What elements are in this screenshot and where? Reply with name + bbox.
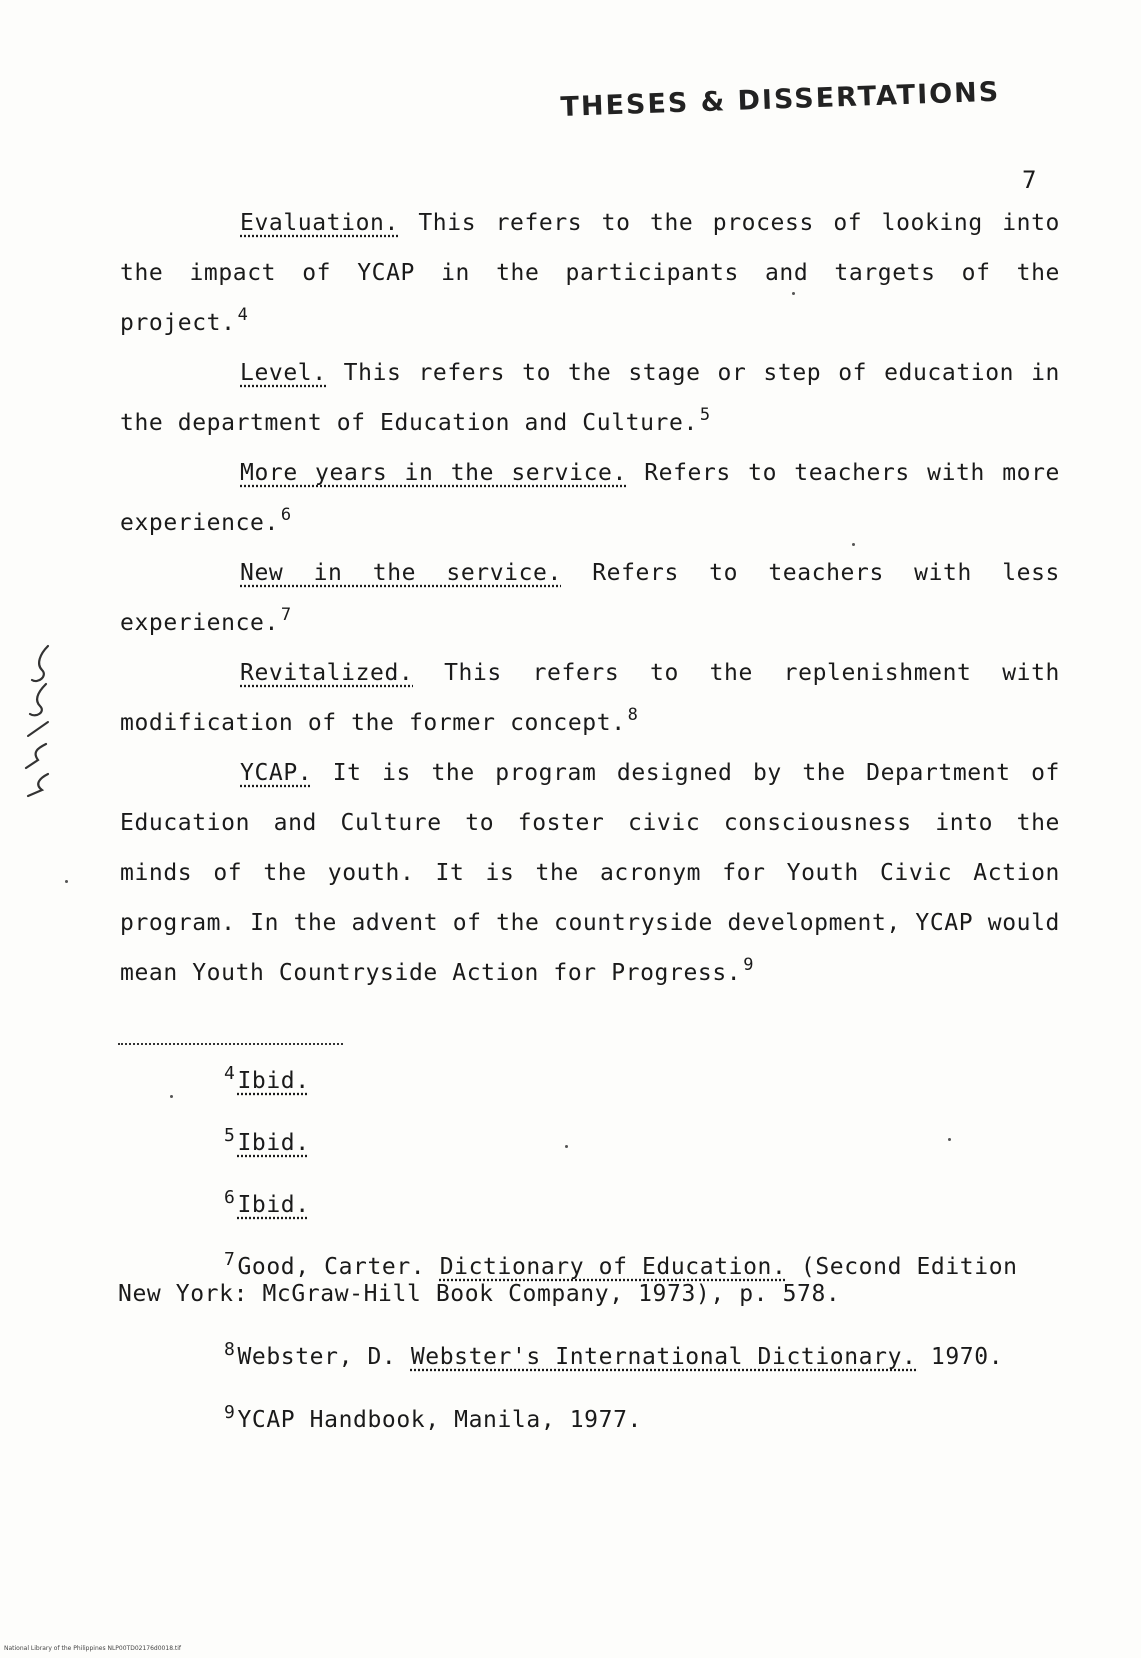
scan-speck xyxy=(852,543,855,546)
definition-paragraph xyxy=(120,198,1060,348)
footnote-title: Dictionary of Education. xyxy=(439,1254,787,1280)
footnote xyxy=(118,1339,1078,1371)
definition-term: New in the service. xyxy=(240,560,562,586)
footnote-number: 9 xyxy=(224,1402,236,1423)
footnote-author: Webster, D. xyxy=(237,1344,411,1370)
footnote-author: Good, Carter. xyxy=(237,1254,440,1280)
definition-term: Level. xyxy=(240,360,327,386)
definition-text: This refers to the stage or step of education in the department of Education and Culture. xyxy=(120,360,1060,436)
footnote-text: Ibid. xyxy=(237,1068,310,1094)
footnote xyxy=(118,1174,1078,1236)
definition-text: It is the program designed by the Department of Education and Culture to foster civic consciousness into the minds of the youth. It is the acronym for Youth Civic Action program. In the advent of the countryside development, YCAP would mean Youth Countryside Action for Progress. xyxy=(120,760,1060,986)
definition-paragraph xyxy=(120,348,1060,448)
definition-term: YCAP. xyxy=(240,760,313,786)
footnote-ref: 9 xyxy=(743,955,755,975)
handwritten-margin-note xyxy=(18,640,58,800)
footnote-number: 5 xyxy=(224,1125,236,1146)
footnote-text: Ibid. xyxy=(237,1192,310,1218)
footnote-ref: 7 xyxy=(280,605,292,625)
footnotes xyxy=(118,1050,1078,1434)
footnote xyxy=(118,1050,1078,1112)
footnote-ref: 4 xyxy=(237,305,249,325)
footnote-text: Ibid. xyxy=(237,1130,310,1156)
scan-speck xyxy=(65,880,68,883)
footnote-text: YCAP Handbook, Manila, 1977. xyxy=(237,1407,642,1433)
scan-speck xyxy=(170,1095,173,1098)
scan-speck xyxy=(792,292,795,295)
definition-paragraph xyxy=(120,448,1060,548)
definition-term: Revitalized. xyxy=(240,660,414,686)
footnote-number: 7 xyxy=(224,1249,236,1270)
definition-term: Evaluation. xyxy=(240,210,399,236)
footnote-continuation: New York: McGraw-Hill Book Company, 1973), p. 578. xyxy=(118,1281,841,1307)
definition-paragraph xyxy=(120,548,1060,648)
footnote-ref: 5 xyxy=(699,405,711,425)
footnote-number: 4 xyxy=(224,1063,236,1084)
definition-text: Refers to teachers with more experience. xyxy=(120,460,1060,536)
footnote xyxy=(118,1249,1078,1308)
definition-paragraph xyxy=(120,748,1060,998)
footnote-number: 8 xyxy=(224,1339,236,1360)
footnote-text: 1970. xyxy=(916,1344,1004,1370)
definition-text: Refers to teachers with less experience. xyxy=(120,560,1061,636)
handwriting-scribble xyxy=(18,640,58,800)
definition-paragraph xyxy=(120,648,1060,748)
footnote-title: Webster's International Dictionary. xyxy=(410,1344,917,1370)
footnote xyxy=(118,1402,1078,1434)
scan-footer: National Library of the Philippines NLP00TD02176d0018.tif xyxy=(4,1645,182,1652)
scan-speck xyxy=(948,1138,951,1141)
footnote-text: (Second Edition xyxy=(786,1254,1018,1280)
footnote-number: 6 xyxy=(224,1187,236,1208)
definition-text: This refers to the process of looking into the impact of YCAP in the participants and targets of the project. xyxy=(120,210,1060,336)
footnote-separator xyxy=(118,1043,343,1045)
page-number: 7 xyxy=(1022,166,1037,194)
footnote xyxy=(118,1112,1078,1174)
footnote-ref: 8 xyxy=(627,705,639,725)
theses-stamp: THESES & DISSERTATIONS xyxy=(560,76,1001,123)
footnote-ref: 6 xyxy=(280,505,292,525)
scan-speck xyxy=(565,1145,568,1148)
definition-term: More years in the service. xyxy=(240,460,627,486)
definition-text: This refers to the replenishment with modification of the former concept. xyxy=(120,660,1060,736)
definitions-body xyxy=(120,198,1060,998)
